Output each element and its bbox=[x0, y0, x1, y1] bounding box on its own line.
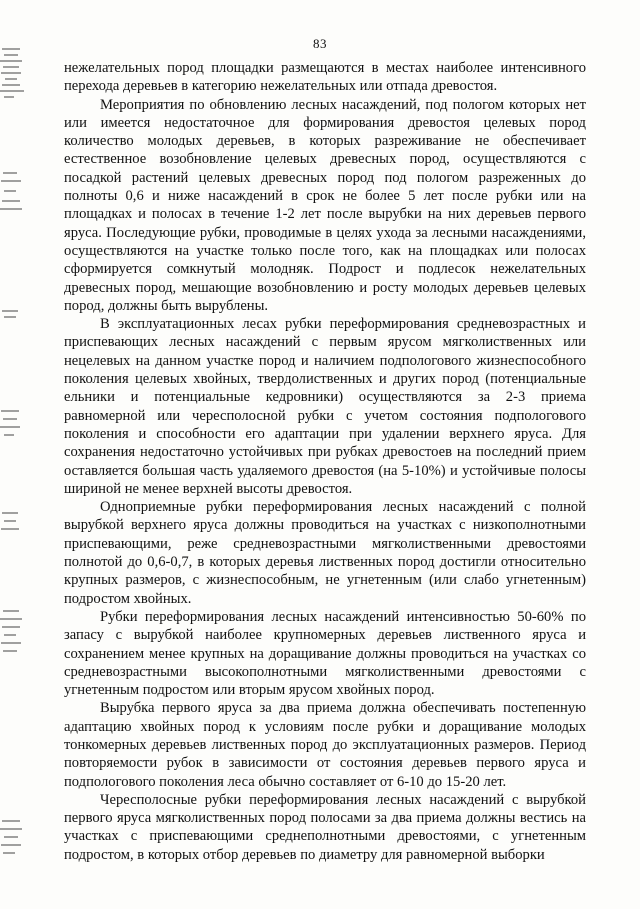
paragraph: нежелательных пород площадки размещаются в местах наиболее интенсивного перехода деревьев в категорию нежелательных или отпада древостоя. bbox=[64, 60, 586, 95]
scan-artifact-marks bbox=[0, 0, 40, 909]
paragraph: В эксплуатационных лесах рубки переформирования средневозрастных и приспевающих лесных насаждений с первым ярусом мягколиственных или нецелевых на данном участке пород и наличием подпологового жизнеспособного поколения целевых хвойных, твердолиственных и других пород (потенциальные ельники и потенциальные кедровники) осуществляются за 2-3 приема равномерной или чересполосной рубки с учетом состояния подпологового поколения и способности его адаптации при удалении верхнего яруса. Для сохранения недостаточно устойчивых при рубках древостоев на последний прием оставляется большая часть удаляемого древостоя (на 5-10%) и устойчивые полосы шириной не менее верхней высоты древостоя. bbox=[64, 316, 586, 497]
paragraph: Рубки переформирования лесных насаждений интенсивностью 50-60% по запасу с вырубкой наиболее крупномерных деревьев лиственного яруса и сохранением менее крупных на доращивание должны проводиться на участках со средневозрастными высокополнотными мягколиственными древостоями с угнетенным подростом или вторым ярусом хвойных пород. bbox=[64, 608, 586, 699]
paragraph: Одноприемные рубки переформирования лесных насаждений с полной вырубкой верхнего яруса должны проводиться на участках с низкополнотными приспевающими, реже средневозрастными мягколиственными древостоями полнотой до 0,6-0,7, в которых деревья лиственных пород достигли относительно крупных размеров, с жизнеспособным, не угнетенным (или слабо угнетенным) подростом хвойных. bbox=[64, 499, 586, 607]
page-number: 83 bbox=[313, 36, 327, 51]
body-text bbox=[64, 59, 586, 864]
paragraph: Мероприятия по обновлению лесных насаждений, под пологом которых нет или имеется недостаточное для формирования древостоя целевых пород количество молодых деревьев, в которых разреживание не обеспечивает естественное возобновление целевых древесных пород, осуществляются с посадкой растений целевых древесных пород под пологом разреженных до полноты 0,6 и ниже насаждений в срок не более 5 лет после рубки или на площадках и полосах в течение 1-2 лет после вырубки на них деревьев первого яруса. Последующие рубки, проводимые в целях ухода за лесными насаждениями, осуществляются на участке только после того, как на площадках или полосах сформируется сомкнутый молодняк. Подрост и подлесок нежелательных древесных пород, мешающие возобновлению и росту молодых деревьев целевых пород, должны быть вырублены. bbox=[64, 96, 586, 314]
paragraph: Вырубка первого яруса за два приема должна обеспечивать постепенную адаптацию хвойных пород к условиям после рубки и доращивание молодых тонкомерных деревьев лиственных пород до эксплуатационных размеров. Период повторяемости рубок в зависимости от состояния деревьев первого яруса и подпологового поколения леса обычно составляет от 6-10 до 15-20 лет. bbox=[64, 700, 586, 790]
paragraph: Чересполосные рубки переформирования лесных насаждений с вырубкой первого яруса мягколиственных пород полосами за два приема должны вестись на участках с приспевающими среднеполнотными древостоями, с угнетенным подростом, в которых отбор деревьев по диаметру для равномерной выборки bbox=[64, 791, 586, 863]
